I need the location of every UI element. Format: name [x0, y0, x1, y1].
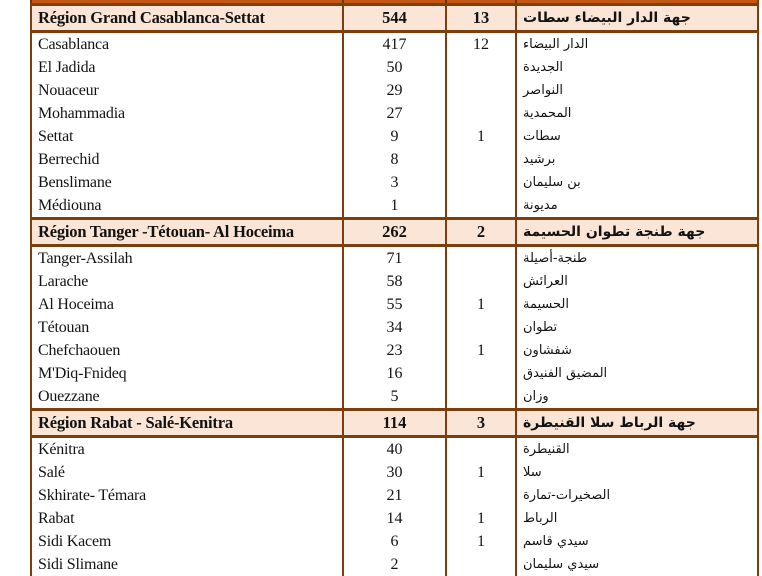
cases-count-cell: 1: [343, 194, 446, 219]
region-name-fr-cell: Région Tanger -Tétouan- Al Hoceima: [31, 219, 343, 246]
city-name-ar-cell: بن سليمان: [516, 171, 758, 194]
city-name-ar-cell: الرباط: [516, 507, 758, 530]
city-row: [31, 194, 758, 219]
city-name-fr-cell: Mohammadia: [31, 102, 343, 125]
city-name-fr-cell: Médiouna: [31, 194, 343, 219]
deaths-count-cell: [446, 246, 516, 271]
city-name-fr-cell: Kénitra: [31, 437, 343, 462]
deaths-count-cell: 1: [446, 125, 516, 148]
cases-count-cell: 21: [343, 484, 446, 507]
region-name-ar-cell: جهة الدار البيضاء سطات: [516, 5, 758, 32]
deaths-count-cell: [446, 79, 516, 102]
city-name-fr-cell: Larache: [31, 270, 343, 293]
cases-count-cell: 55: [343, 293, 446, 316]
city-name-ar-cell: الصخيرات-تمارة: [516, 484, 758, 507]
city-name-ar-cell: طنجة-أصيلة: [516, 246, 758, 271]
city-row: [31, 339, 758, 362]
city-row: [31, 125, 758, 148]
city-name-fr-cell: M'Diq-Fnideq: [31, 362, 343, 385]
deaths-count-cell: [446, 484, 516, 507]
city-name-ar-cell: مديونة: [516, 194, 758, 219]
region-header-row: [31, 410, 758, 437]
cases-count-cell: 9: [343, 125, 446, 148]
cases-count-cell: 30: [343, 461, 446, 484]
cases-count-cell: 6: [343, 530, 446, 553]
city-row: [31, 385, 758, 410]
deaths-count-cell: [446, 437, 516, 462]
city-row: [31, 461, 758, 484]
city-name-ar-cell: القنيطرة: [516, 437, 758, 462]
cases-count-cell: 27: [343, 102, 446, 125]
city-row: [31, 270, 758, 293]
city-name-ar-cell: الدار البيضاء: [516, 32, 758, 57]
deaths-count-cell: 1: [446, 461, 516, 484]
city-name-fr-cell: Skhirate- Témara: [31, 484, 343, 507]
city-row: [31, 32, 758, 57]
deaths-count-cell: [446, 270, 516, 293]
cases-count-cell: 3: [343, 171, 446, 194]
city-row: [31, 293, 758, 316]
cases-count-cell: 23: [343, 339, 446, 362]
city-name-ar-cell: تطوان: [516, 316, 758, 339]
deaths-count-cell: [446, 148, 516, 171]
deaths-count-cell: 1: [446, 507, 516, 530]
city-name-ar-cell: شفشاون: [516, 339, 758, 362]
city-name-fr-cell: Sidi Kacem: [31, 530, 343, 553]
cases-count-cell: 5: [343, 385, 446, 410]
city-row: [31, 79, 758, 102]
city-name-fr-cell: Ouezzane: [31, 385, 343, 410]
deaths-count-cell: [446, 171, 516, 194]
city-row: [31, 530, 758, 553]
region-name-fr-cell: Région Grand Casablanca-Settat: [31, 5, 343, 32]
deaths-count-cell: [446, 102, 516, 125]
deaths-count-cell: [446, 362, 516, 385]
city-row: [31, 171, 758, 194]
city-name-fr-cell: El Jadida: [31, 56, 343, 79]
city-name-fr-cell: Rabat: [31, 507, 343, 530]
city-name-fr-cell: Casablanca: [31, 32, 343, 57]
deaths-count-cell: 3: [446, 410, 516, 437]
cases-count-cell: 544: [343, 5, 446, 32]
cases-count-cell: 71: [343, 246, 446, 271]
deaths-count-cell: [446, 316, 516, 339]
cases-count-cell: 2: [343, 553, 446, 576]
cases-count-cell: 58: [343, 270, 446, 293]
region-name-ar-cell: جهة طنجة تطوان الحسيمة: [516, 219, 758, 246]
city-name-fr-cell: Salé: [31, 461, 343, 484]
city-name-ar-cell: برشيد: [516, 148, 758, 171]
city-row: [31, 316, 758, 339]
cases-count-cell: 417: [343, 32, 446, 57]
city-row: [31, 437, 758, 462]
region-name-fr-cell: Région Rabat - Salé-Kenitra: [31, 410, 343, 437]
cases-count-cell: 50: [343, 56, 446, 79]
deaths-count-cell: 1: [446, 293, 516, 316]
city-name-fr-cell: Sidi Slimane: [31, 553, 343, 576]
city-name-ar-cell: سيدي قاسم: [516, 530, 758, 553]
city-row: [31, 246, 758, 271]
city-name-fr-cell: Nouaceur: [31, 79, 343, 102]
regions-table-body: [31, 0, 758, 576]
city-name-ar-cell: النواصر: [516, 79, 758, 102]
cases-count-cell: 34: [343, 316, 446, 339]
cases-count-cell: 262: [343, 219, 446, 246]
city-name-ar-cell: سيدي سليمان: [516, 553, 758, 576]
city-name-fr-cell: Benslimane: [31, 171, 343, 194]
city-name-fr-cell: Settat: [31, 125, 343, 148]
city-name-fr-cell: Tanger-Assilah: [31, 246, 343, 271]
deaths-count-cell: 1: [446, 339, 516, 362]
deaths-count-cell: [446, 56, 516, 79]
region-header-row: [31, 219, 758, 246]
deaths-count-cell: [446, 385, 516, 410]
city-name-ar-cell: وزان: [516, 385, 758, 410]
covid-regions-table: [30, 0, 759, 576]
city-name-fr-cell: Chefchaouen: [31, 339, 343, 362]
cases-count-cell: 8: [343, 148, 446, 171]
deaths-count-cell: 1: [446, 530, 516, 553]
city-name-fr-cell: Al Hoceima: [31, 293, 343, 316]
region-name-ar-cell: جهة الرباط سلا القنيطرة: [516, 410, 758, 437]
city-name-ar-cell: سطات: [516, 125, 758, 148]
city-name-fr-cell: Berrechid: [31, 148, 343, 171]
deaths-count-cell: 12: [446, 32, 516, 57]
city-row: [31, 484, 758, 507]
deaths-count-cell: 13: [446, 5, 516, 32]
city-row: [31, 102, 758, 125]
city-name-ar-cell: المحمدية: [516, 102, 758, 125]
cases-count-cell: 40: [343, 437, 446, 462]
deaths-count-cell: [446, 194, 516, 219]
city-row: [31, 148, 758, 171]
city-name-ar-cell: المضيق الفنيدق: [516, 362, 758, 385]
cases-count-cell: 14: [343, 507, 446, 530]
city-name-ar-cell: الحسيمة: [516, 293, 758, 316]
cases-count-cell: 16: [343, 362, 446, 385]
city-name-ar-cell: سلا: [516, 461, 758, 484]
cases-count-cell: 29: [343, 79, 446, 102]
city-row: [31, 507, 758, 530]
city-name-ar-cell: الجديدة: [516, 56, 758, 79]
regions-table-container: [30, 0, 757, 576]
city-row: [31, 56, 758, 79]
city-name-ar-cell: العرائش: [516, 270, 758, 293]
deaths-count-cell: 2: [446, 219, 516, 246]
region-header-row: [31, 5, 758, 32]
cases-count-cell: 114: [343, 410, 446, 437]
city-row: [31, 362, 758, 385]
city-name-fr-cell: Tétouan: [31, 316, 343, 339]
